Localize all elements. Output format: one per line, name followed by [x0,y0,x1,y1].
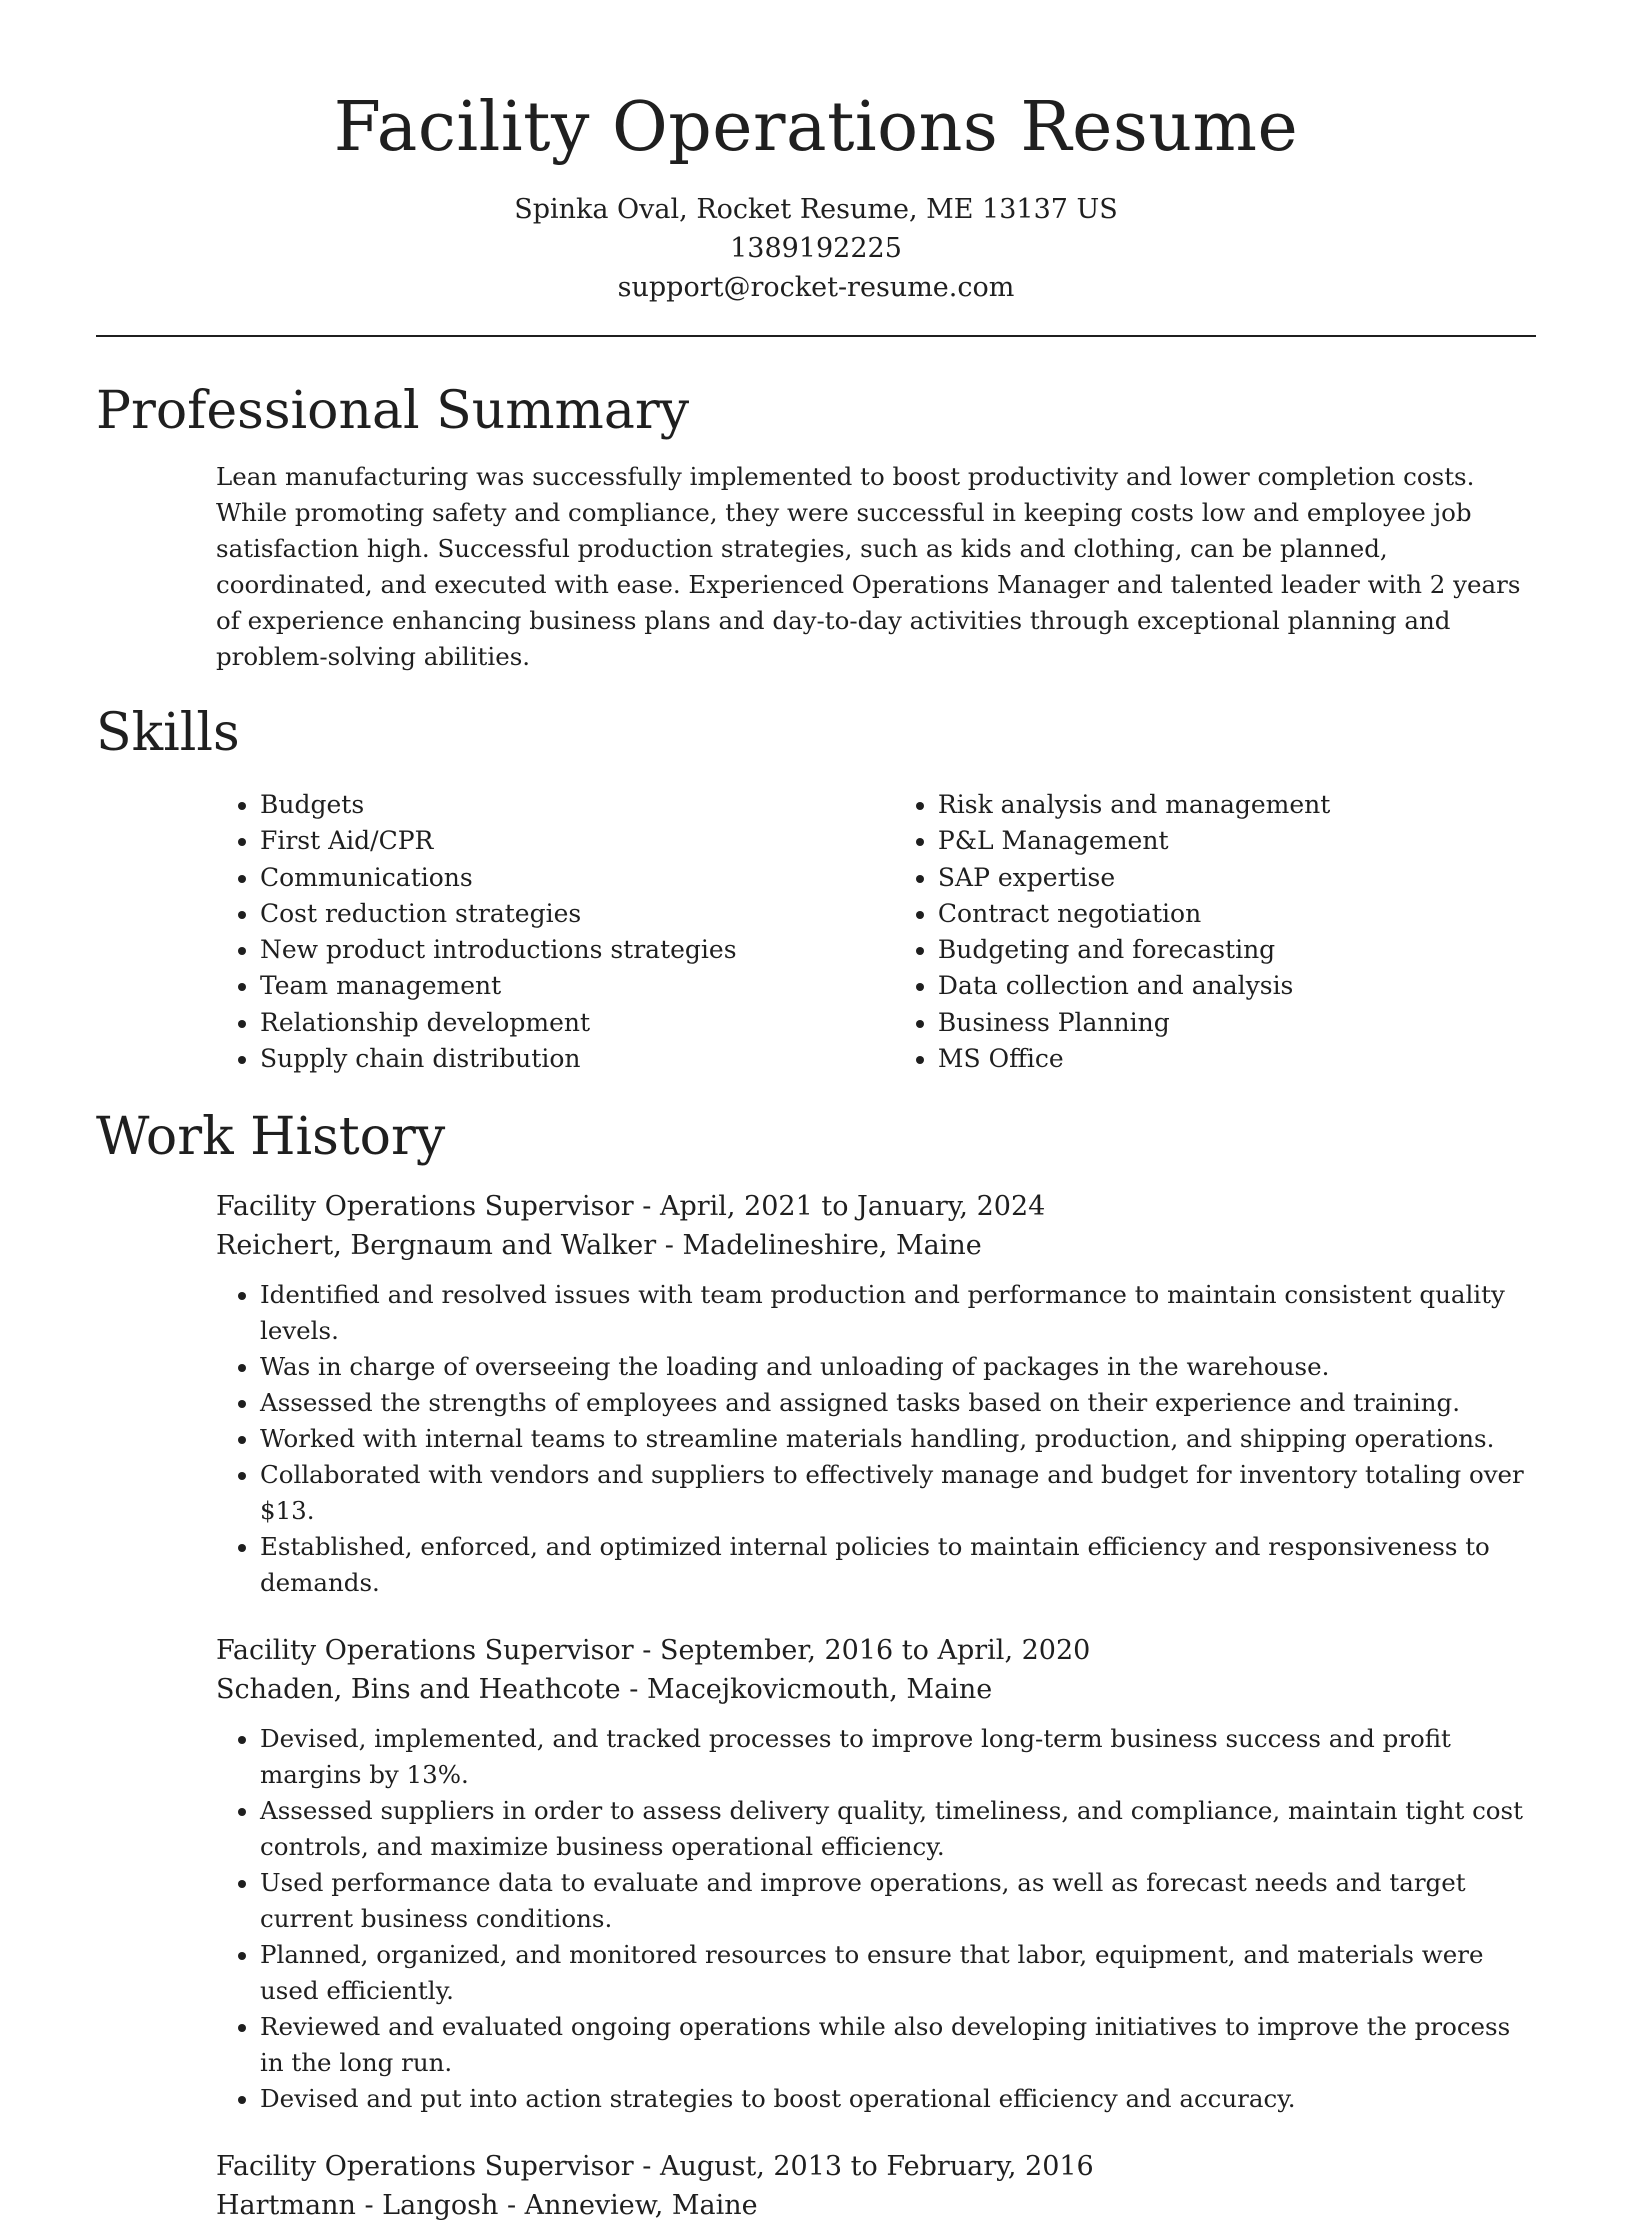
job-company: Hartmann - Langosh [216,2190,499,2222]
job-bullet: • Was in charge of overseeing the loading and unloading of packages in the warehouse. [260,1349,1536,1385]
job-dates: - April, 2021 to January, 2024 [633,1191,1046,1223]
job-bullet: • Used performance data to evaluate and improve operations, as well as forecast needs and target current business conditions. [260,1865,1536,1937]
job-bullet: • Worked with internal teams to streamline materials handling, production, and shipping operations. [260,1421,1536,1457]
job-bullet: • Assessed suppliers in order to assess delivery quality, timeliness, and compliance, maintain tight cost controls, and maximize business operational efficiency. [260,1793,1536,1865]
skill-item: • Risk analysis and management [938,787,1536,823]
job-role: Facility Operations Supervisor [216,1191,634,1223]
resume-header [96,0,1536,307]
job-title-line [216,1187,1536,1226]
job-bullets [216,1277,1536,1601]
skill-item: • Contract negotiation [938,896,1536,932]
skill-item: • Team management [260,968,908,1004]
skill-item: • New product introductions strategies [260,932,908,968]
job-bullet: • Assessed the strengths of employees and assigned tasks based on their experience and training. [260,1385,1536,1421]
job-bullet: • Identified and resolved issues with team production and performance to maintain consistent quality levels. [260,1277,1536,1349]
address: Spinka Oval, Rocket Resume, ME 13137 US [514,194,1118,225]
skills-column-right [908,787,1536,1077]
job-company-line [216,1670,1536,1709]
job-dates: - August, 2013 to February, 2016 [633,2151,1094,2183]
skill-item: • MS Office [938,1041,1536,1077]
resume-page [96,0,1536,2225]
skill-item: • Supply chain distribution [260,1041,908,1077]
job-role: Facility Operations Supervisor [216,2151,634,2183]
job-bullet: • Established, enforced, and optimized internal policies to maintain efficiency and responsiveness to demands. [260,1529,1536,1601]
skill-item: • Budgets [260,787,908,823]
job-bullet: • Collaborated with vendors and suppliers to effectively manage and budget for inventory totaling over $13. [260,1457,1536,1529]
job-title-line [216,1631,1536,1670]
header-divider [96,335,1536,337]
job-company-line [216,2186,1536,2225]
job-company: Reichert, Bergnaum and Walker [216,1230,657,1262]
skills-list [216,787,1536,1077]
skill-item: • Budgeting and forecasting [938,932,1536,968]
skill-item: • Relationship development [260,1005,908,1041]
work-history-heading: Work History [96,1107,446,1168]
job-location: - Madelineshire, Maine [656,1230,982,1262]
skills-column-left [216,787,908,1077]
email: support@rocket-resume.com [617,272,1015,303]
phone: 1389192225 [730,233,902,264]
skill-item: • P&L Management [938,823,1536,859]
job-location: - Anneview, Maine [498,2190,758,2222]
job-entry [216,1631,1536,2117]
summary-text: Lean manufacturing was successfully implemented to boost productivity and lower completion costs. While promoting safety and compliance, they were successful in keeping costs low and employee job satisfaction high. Successful production strategies, such as kids and clothing, can be planned, coordinated, and executed with ease. Experienced Operations Manager and talented leader with 2 years of experience enhancing business plans and day-to-day activities through exceptional planning and problem-solving abilities. [216,462,1521,671]
skill-item: • SAP expertise [938,860,1536,896]
job-location: - Macejkovicmouth, Maine [620,1674,993,1706]
job-bullet: • Devised and put into action strategies to boost operational efficiency and accuracy. [260,2081,1536,2117]
contact-info [96,190,1536,307]
job-role: Facility Operations Supervisor [216,1635,634,1667]
job-entry [216,2147,1536,2225]
job-company: Schaden, Bins and Heathcote [216,1674,621,1706]
resume-title: Facility Operations Resume [333,88,1299,167]
job-entry [216,1187,1536,1601]
job-bullet: • Devised, implemented, and tracked processes to improve long-term business success and profit margins by 13%. [260,1721,1536,1793]
skill-item: • First Aid/CPR [260,823,908,859]
summary-heading: Professional Summary [96,381,690,441]
job-dates: - September, 2016 to April, 2020 [633,1635,1091,1667]
skills-heading: Skills [96,703,240,763]
job-bullet: • Reviewed and evaluated ongoing operations while also developing initiatives to improve the process in the long run. [260,2009,1536,2081]
skill-item: • Communications [260,860,908,896]
job-bullet: • Planned, organized, and monitored resources to ensure that labor, equipment, and materials were used efficiently. [260,1937,1536,2009]
skill-item: • Business Planning [938,1005,1536,1041]
skill-item: • Cost reduction strategies [260,896,908,932]
skill-item: • Data collection and analysis [938,968,1536,1004]
job-bullets [216,1721,1536,2117]
job-title-line [216,2147,1536,2186]
job-company-line [216,1226,1536,1265]
